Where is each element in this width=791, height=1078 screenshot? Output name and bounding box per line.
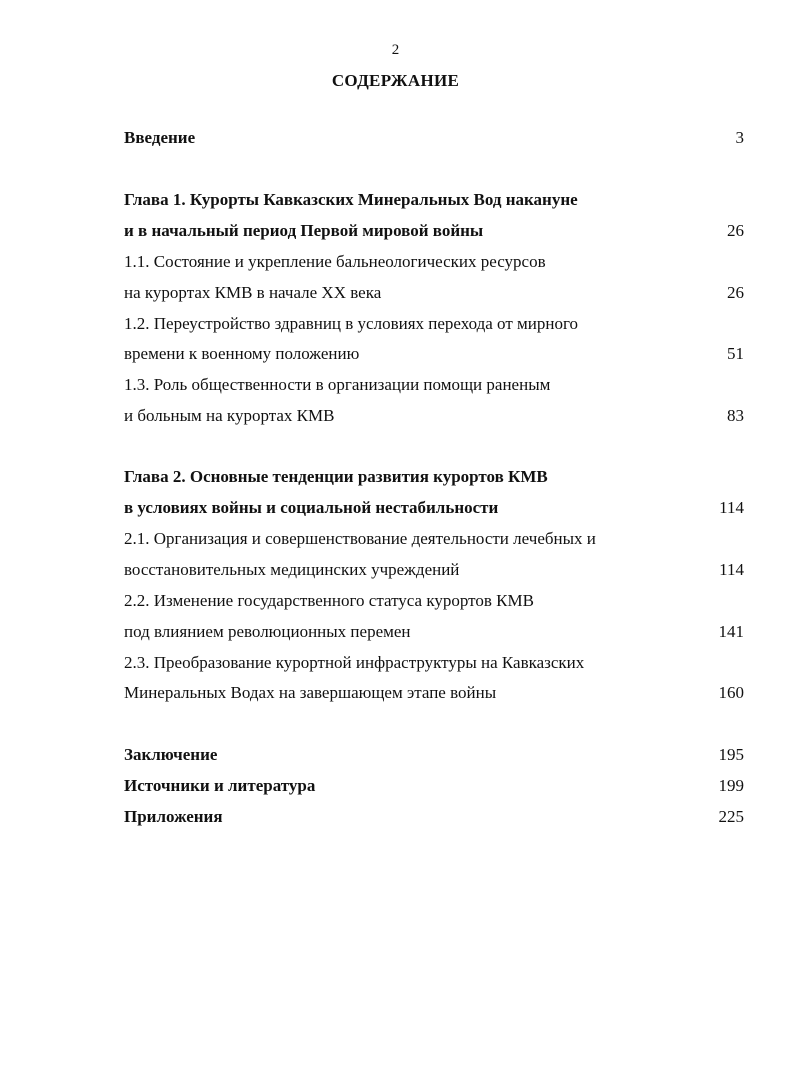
toc-entry-label: 1.2. Переустройство здравниц в условиях перехода от мирного [124, 314, 579, 333]
toc-entry-page: 3 [735, 128, 744, 147]
toc-section-1-3-line-1 [124, 373, 744, 397]
toc-section-1-2-line-1 [124, 312, 744, 336]
toc-section-2-1-line-2 [124, 558, 744, 582]
toc-entry-sources [124, 774, 744, 798]
toc-section-1-1-line-1 [124, 250, 744, 274]
toc-entry-label: 2.2. Изменение государственного статуса курортов КМВ [124, 591, 534, 610]
toc-section-1-3-line-2 [124, 404, 744, 428]
toc-entry-page: 26 [727, 221, 744, 240]
toc-entry-appendix [124, 805, 744, 829]
toc-entry-page: 195 [718, 745, 744, 764]
toc-entry-label: и в начальный период Первой мировой войны [124, 221, 484, 240]
toc-entry-label: 2.3. Преобразование курортной инфраструктуры на Кавказских [124, 653, 585, 672]
page-title: СОДЕРЖАНИЕ [331, 71, 460, 90]
toc-entry-label: Минеральных Водах на завершающем этапе войны [124, 683, 497, 702]
toc-entry-page: 51 [727, 344, 744, 363]
toc-entry-label: Введение [124, 128, 196, 147]
toc-entry-label: и больным на курортах КМВ [124, 406, 335, 425]
toc-entry-page: 141 [718, 622, 744, 641]
toc-entry-page: 160 [718, 683, 744, 702]
toc-entry-page: 83 [727, 406, 744, 425]
toc-entry-page: 225 [718, 807, 744, 826]
toc-chapter-1-line-2 [124, 219, 744, 243]
toc-entry-label: времени к военному положению [124, 344, 360, 363]
toc-entry-label: Источники и литература [124, 776, 316, 795]
toc-entry-page: 199 [718, 776, 744, 795]
toc-entry-conclusion [124, 743, 744, 767]
toc-entry-label: Глава 2. Основные тенденции развития курортов КМВ [124, 467, 548, 486]
toc-section-1-1-line-2 [124, 281, 744, 305]
toc-section-2-3-line-2 [124, 681, 744, 705]
toc-chapter-1-line-1 [124, 188, 744, 212]
toc-chapter-2-line-1 [124, 465, 744, 489]
toc-entry-label: в условиях войны и социальной нестабильности [124, 498, 499, 517]
toc-section-2-1-line-1 [124, 527, 744, 551]
toc-entry-label: под влиянием революционных перемен [124, 622, 411, 641]
toc-entry-label: 2.1. Организация и совершенствование деятельности лечебных и [124, 529, 596, 548]
toc-section-1-2-line-2 [124, 342, 744, 366]
toc-section-2-2-line-2 [124, 620, 744, 644]
toc-chapter-2-line-2 [124, 496, 744, 520]
toc-entry-label: 1.1. Состояние и укрепление бальнеологических ресурсов [124, 252, 546, 271]
toc-entry-label: на курортах КМВ в начале XX века [124, 283, 382, 302]
toc-entry-page: 26 [727, 283, 744, 302]
toc-entry-label: Глава 1. Курорты Кавказских Минеральных Вод накануне [124, 190, 578, 209]
toc-section-2-2-line-1 [124, 589, 744, 613]
toc-entry-page: 114 [719, 560, 744, 579]
toc-entry-introduction [124, 126, 744, 150]
toc-entry-label: Заключение [124, 745, 218, 764]
toc-entry-label: восстановительных медицинских учреждений [124, 560, 460, 579]
toc-section-2-3-line-1 [124, 651, 744, 675]
toc-entry-label: Приложения [124, 807, 223, 826]
toc-entry-label: 1.3. Роль общественности в организации помощи раненым [124, 375, 551, 394]
toc-entry-page: 114 [719, 498, 744, 517]
page-number: 2 [391, 42, 400, 58]
